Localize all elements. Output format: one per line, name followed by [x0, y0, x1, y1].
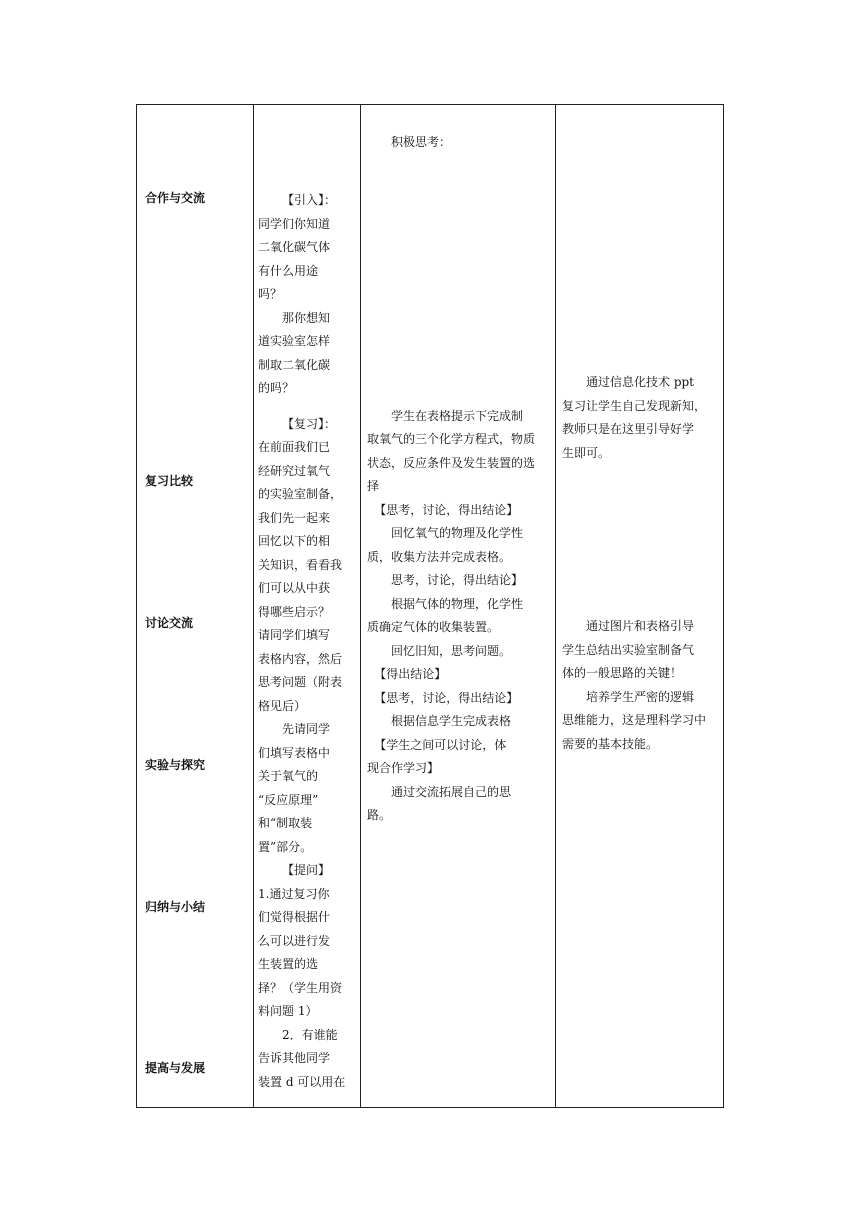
student-line: 根据信息学生完成表格: [391, 714, 512, 728]
design-line: 体的一般思路的关键！: [562, 666, 683, 680]
teacher-line: 经研究过氧气: [258, 463, 331, 478]
teacher-line: 表格内容，然后: [258, 651, 343, 666]
student-line: 质，收集方法并完成表格。: [367, 549, 512, 564]
teacher-line: 置”部分。: [258, 839, 313, 854]
teacher-line: 格见后）: [258, 698, 307, 713]
teacher-line: 吗？: [258, 287, 283, 301]
teacher-line: 们觉得根据什: [258, 910, 331, 924]
student-line: 积极思考：: [391, 135, 452, 149]
stage-column: [137, 105, 253, 1107]
student-line: 【得出结论】: [374, 667, 447, 681]
student-line: 【学生之间可以讨论，体: [374, 737, 507, 752]
student-line: 取氧气的三个化学方程式，物质: [367, 432, 536, 446]
student-line: 【思考，讨论，得出结论】: [374, 690, 519, 705]
student-line: 现合作学习】: [367, 761, 440, 775]
teacher-line: 思考问题（附表: [258, 675, 343, 689]
teacher-line: 们可以从中获: [258, 581, 331, 595]
teacher-line: 请同学们填写: [258, 628, 331, 642]
student-line: 回忆旧知，思考问题。: [391, 643, 512, 658]
teacher-line: 关于氧气的: [258, 769, 319, 783]
teacher-line: 生装置的选: [258, 957, 319, 971]
design-line: 复习让学生自己发现新知，: [562, 398, 707, 413]
teacher-line: 有什么用途: [258, 263, 319, 278]
student-line: 质确定气体的收集装置。: [367, 620, 500, 634]
teacher-line: 料问题 1）: [258, 1004, 318, 1018]
lesson-table: [136, 104, 724, 1108]
design-line: 通过信息化技术 ppt: [586, 375, 695, 389]
teacher-line: 关知识，看看我: [258, 557, 343, 572]
stage-label: 归纳与小结: [145, 900, 206, 914]
teacher-line: 道实验室怎样: [258, 334, 331, 348]
student-line: 学生在表格提示下完成制: [391, 408, 524, 423]
teacher-line: 二氧化碳气体: [258, 240, 331, 254]
teacher-line: 的吗？: [258, 381, 295, 395]
design-line: 教师只是在这里引导好学: [562, 422, 695, 436]
stage-label: 实验与探究: [145, 758, 206, 772]
student-line: 通过交流拓展自己的思: [391, 784, 512, 799]
teacher-line: “反应原理”: [258, 792, 319, 807]
design-column: [556, 105, 724, 1107]
stage-label: 讨论交流: [145, 616, 194, 630]
design-line: 思维能力，这是理科学习中: [562, 713, 707, 727]
design-line: 培养学生严密的逻辑: [586, 689, 695, 704]
teacher-line: 在前面我们已: [258, 440, 331, 454]
design-line: 需要的基本技能。: [562, 736, 659, 751]
teacher-line: 得哪些启示？: [258, 604, 331, 619]
student-line: 状态，反应条件及发生装置的选: [367, 455, 536, 470]
teacher-line: 【提问】: [282, 863, 331, 877]
stage-label: 合作与交流: [145, 191, 206, 205]
design-line: 学生总结出实验室制备气: [562, 642, 695, 657]
teacher-line: 那你想知: [282, 310, 331, 325]
stage-label: 复习比较: [145, 474, 194, 488]
teacher-line: 先请同学: [282, 722, 331, 736]
teacher-line: 我们先一起来: [258, 510, 331, 525]
student-line: 路。: [367, 808, 392, 822]
teacher-line: 们填写表格中: [258, 745, 331, 760]
student-line: 择: [367, 479, 380, 493]
teacher-line: 【复习】：: [282, 416, 337, 431]
teacher-line: 告诉其他同学: [258, 1051, 331, 1065]
teacher-line: 的实验室制备，: [258, 487, 343, 501]
teacher-line: 2．有谁能: [282, 1027, 338, 1042]
teacher-line: 制取二氧化碳: [258, 357, 331, 372]
teacher-line: 回忆以下的相: [258, 534, 331, 548]
student-line: 思考，讨论，得出结论】: [391, 573, 524, 587]
design-line: 通过图片和表格引导: [586, 619, 695, 633]
student-line: 根据气体的物理，化学性: [391, 596, 524, 611]
teacher-line: 1.通过复习你: [258, 886, 330, 901]
teacher-line: 装置 d 可以用在: [258, 1074, 346, 1089]
teacher-line: 【引入】：: [282, 193, 337, 207]
design-line: 生即可。: [562, 445, 611, 460]
teacher-line: 么可以进行发: [258, 933, 331, 948]
teacher-line: 和“制取装: [258, 816, 313, 830]
stage-label: 提高与发展: [145, 1061, 206, 1075]
student-line: 【思考，讨论，得出结论】: [374, 502, 519, 517]
teacher-column: [254, 105, 360, 1107]
teacher-line: 同学们你知道: [258, 216, 331, 231]
student-column: [361, 105, 555, 1107]
student-line: 回忆氧气的物理及化学性: [391, 526, 524, 540]
teacher-line: 择？（学生用资: [258, 980, 343, 995]
